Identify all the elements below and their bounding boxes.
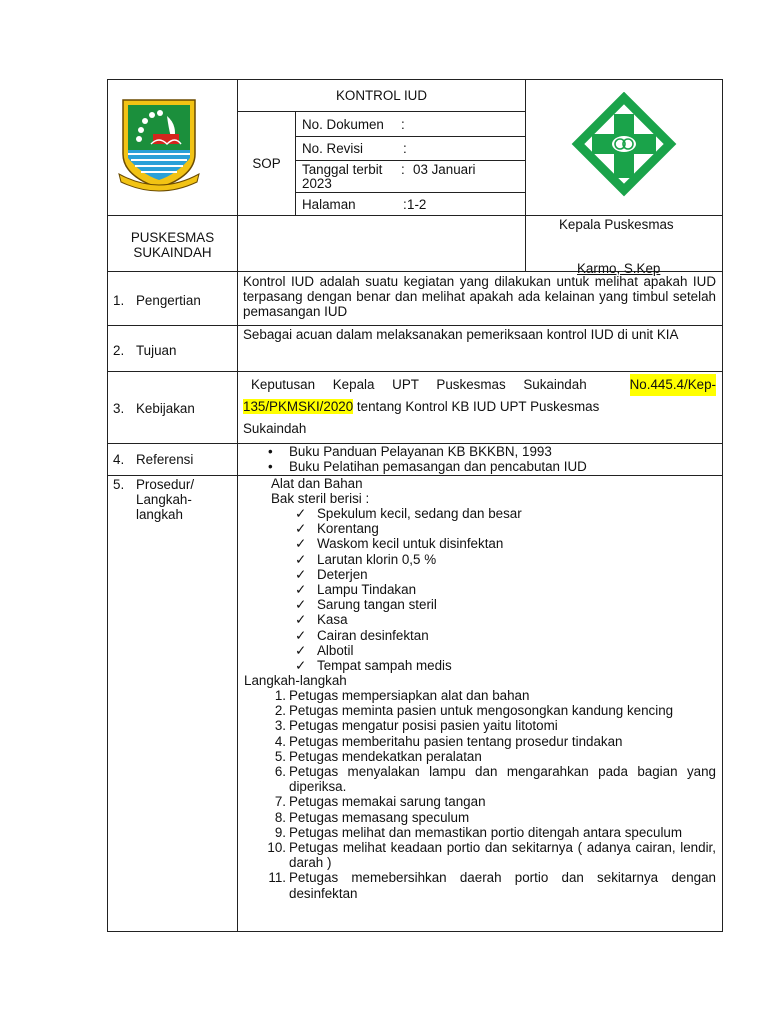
step-number: 4. [274, 733, 286, 749]
step-number: 3. [274, 718, 286, 734]
section-label-kebijakan: Kebijakan [136, 401, 195, 416]
list-item [262, 825, 716, 840]
section-number: 4. [113, 452, 125, 467]
step-number: 11. [268, 870, 286, 886]
kebijakan-decree-number: No.445.4/Kep- [630, 374, 716, 396]
section-number: 1. [113, 293, 125, 308]
alat-item-label: Waskom kecil untuk disinfektan [317, 536, 504, 552]
field-tanggal-terbit-label: Tanggal terbit [302, 162, 383, 177]
kebijakan-text-c: Sukaindah [243, 421, 307, 436]
check-icon: ✓ [295, 612, 307, 628]
field-no-dokumen-sep: : [401, 117, 405, 132]
list-item [262, 749, 716, 764]
list-item [295, 567, 522, 582]
step-text: Petugas mempersiapkan alat dan bahan [289, 688, 530, 703]
check-icon: ✓ [295, 627, 307, 643]
step-text: Petugas mengatur posisi pasien yaitu litotomi [289, 718, 558, 734]
field-no-revisi-label: No. Revisi [302, 141, 364, 156]
referensi-bullet: • [268, 444, 273, 459]
step-text: Petugas memberitahu pasien tentang prosedur tindakan [289, 733, 623, 749]
list-item [295, 643, 522, 658]
alat-item-label: Larutan klorin 0,5 % [317, 551, 437, 567]
check-icon: ✓ [295, 657, 307, 673]
referensi-bullet: • [268, 459, 273, 474]
alat-item-label: Tempat sampah medis [317, 657, 452, 673]
alat-list [295, 506, 522, 673]
step-text: Petugas memakai sarung tangan [289, 794, 486, 810]
kebijakan-text [243, 374, 716, 440]
sop-label: SOP [252, 156, 281, 171]
list-item [262, 688, 716, 703]
org-name-line1: PUSKESMAS [130, 230, 215, 245]
list-item [262, 794, 716, 809]
list-item [295, 536, 522, 551]
alat-item-label: Kasa [317, 612, 348, 628]
section-number: 2. [113, 343, 125, 358]
list-item [295, 597, 522, 612]
check-icon: ✓ [295, 597, 307, 613]
step-text: Petugas menyalakan lampu dan mengarahkan pada bagian yang diperiksa. [289, 764, 716, 795]
step-number: 10. [267, 840, 286, 856]
list-item [262, 703, 716, 718]
pengertian-text: Kontrol IUD adalah suatu kegiatan yang dilakukan untuk melihat apakah IUD terpasang dengan benar dan melihat apakah ada kelainan yang timbul setelah pemasangan IUD [243, 274, 716, 319]
list-item [295, 521, 522, 536]
section-label-prosedur-3: langkah [136, 507, 183, 522]
kebijakan-text-b: tentang Kontrol KB IUD UPT Puskesmas [356, 399, 600, 414]
step-text: Petugas memebersihkan daerah portio dan sekitarnya dengan desinfektan [289, 870, 716, 901]
check-icon: ✓ [295, 581, 307, 597]
step-number: 8. [274, 809, 286, 825]
step-text: Petugas mendekatkan peralatan [289, 748, 482, 764]
list-item [262, 734, 716, 749]
section-number: 5. [113, 477, 125, 492]
section-number: 3. [113, 401, 125, 416]
step-number: 2. [274, 703, 286, 719]
field-no-dokumen-label: No. Dokumen [302, 117, 384, 132]
approver-title: Kepala Puskesmas [559, 217, 674, 232]
list-item [295, 582, 522, 597]
langkah-list [262, 688, 716, 901]
alat-item-label: Korentang [317, 521, 379, 537]
referensi-item: Buku Panduan Pelayanan KB BKKBN, 1993 [289, 444, 552, 459]
field-tanggal-terbit-value: 03 Januari [413, 162, 476, 177]
step-text: Petugas memasang speculum [289, 809, 470, 825]
section-label-referensi: Referensi [136, 452, 194, 467]
list-item [262, 718, 716, 733]
list-item [295, 628, 522, 643]
tujuan-text: Sebagai acuan dalam melaksanakan pemeriksaan kontrol IUD di unit KIA [243, 327, 679, 342]
list-item [262, 870, 716, 900]
check-icon: ✓ [295, 642, 307, 658]
list-item [295, 612, 522, 627]
kebijakan-decree-number-cont: 135/PKMSKI/2020 [243, 399, 354, 414]
list-item [295, 658, 522, 673]
bak-steril-heading: Bak steril berisi : [271, 491, 370, 506]
org-name-line2: SUKAINDAH [133, 245, 212, 260]
check-icon: ✓ [295, 506, 307, 521]
step-number: 6. [274, 764, 286, 780]
alat-item-label: Sarung tangan steril [317, 597, 437, 613]
list-item [262, 810, 716, 825]
puskesmas-logo [570, 92, 678, 198]
list-item [295, 552, 522, 567]
list-item [295, 506, 522, 521]
field-tanggal-terbit-year: 2023 [302, 176, 332, 191]
check-icon: ✓ [295, 551, 307, 567]
step-number: 1. [274, 688, 286, 703]
check-icon: ✓ [295, 521, 307, 537]
field-tanggal-terbit-sep: : [401, 162, 405, 177]
check-icon: ✓ [295, 536, 307, 552]
regional-emblem-logo [117, 96, 201, 192]
langkah-heading: Langkah-langkah [244, 673, 347, 688]
check-icon: ✓ [295, 566, 307, 582]
field-halaman-value: 1-2 [407, 197, 427, 212]
step-number: 9. [274, 824, 286, 840]
step-number: 5. [274, 748, 286, 764]
alat-item-label: Deterjen [317, 566, 368, 582]
alat-item-label: Cairan desinfektan [317, 627, 429, 643]
alat-item-label: Lampu Tindakan [317, 581, 417, 597]
field-halaman-sep: : [403, 197, 407, 212]
step-text: Petugas melihat dan memastikan portio ditengah antara speculum [289, 824, 683, 840]
step-number: 7. [274, 794, 286, 810]
alat-item-label: Albotil [317, 642, 354, 658]
document-title: KONTROL IUD [335, 88, 427, 103]
step-text: Petugas melihat keadaan portio dan sekitarnya ( adanya cairan, lendir, darah ) [289, 840, 716, 871]
list-item [262, 764, 716, 794]
list-item [262, 840, 716, 870]
field-halaman-label: Halaman [302, 197, 356, 212]
section-label-tujuan: Tujuan [136, 343, 177, 358]
alat-bahan-heading: Alat dan Bahan [271, 476, 363, 491]
field-no-revisi-sep: : [403, 141, 407, 156]
kebijakan-text-a: Keputusan Kepala UPT Puskesmas Sukaindah [251, 377, 587, 392]
section-label-pengertian: Pengertian [136, 293, 201, 308]
alat-item-label: Spekulum kecil, sedang dan besar [317, 506, 522, 521]
referensi-item: Buku Pelatihan pemasangan dan pencabutan IUD [289, 459, 587, 474]
approver-name: Karmo, S.Kep [577, 261, 661, 276]
section-label-prosedur-2: Langkah- [136, 492, 192, 507]
step-text: Petugas meminta pasien untuk mengosongkan kandung kencing [289, 703, 674, 719]
section-label-prosedur: Prosedur/ [136, 477, 195, 492]
